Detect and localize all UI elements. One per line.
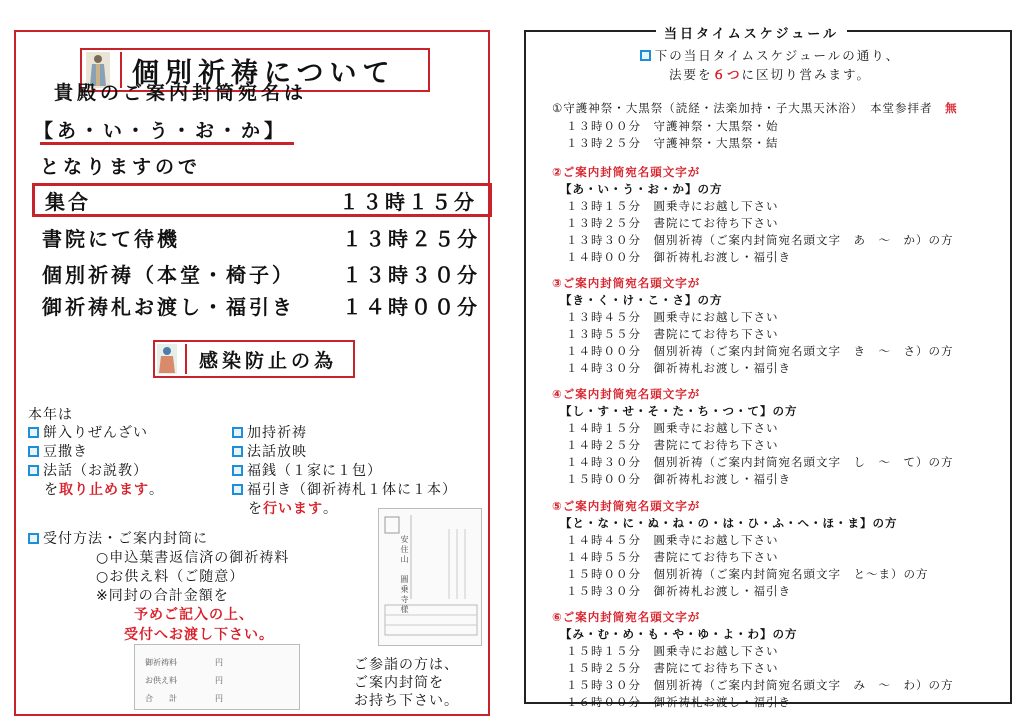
schedule-row-prayer xyxy=(32,256,492,290)
section-5-line: １４時５５分 書院にてお待ち下さい xyxy=(566,550,779,564)
section-2-line: １３時２５分 書院にてお待ち下さい xyxy=(566,216,779,230)
form-yen-1: 円 xyxy=(215,658,223,667)
reception-item-1: ○申込葉書返信済の御祈祷料 xyxy=(96,550,290,566)
schedule-time: １３時２５分 xyxy=(342,226,480,251)
perform-item-4: 福引き（御祈祷札１体に１本） xyxy=(232,479,457,499)
schedule-row-talisman xyxy=(32,288,492,322)
envelope-name-text: 安住山 圓乗寺様 xyxy=(400,535,409,615)
section-3-line: １４時３０分 御祈祷札お渡し・福引き xyxy=(566,361,791,375)
perform-item-2: 法話放映 xyxy=(232,441,307,461)
bullet-square-icon xyxy=(28,533,39,544)
section-3-group: 【き・く・け・こ・さ】の方 xyxy=(560,293,723,307)
cancel-item-1: 餅入りぜんざい xyxy=(28,422,148,442)
form-yen-2: 円 xyxy=(215,676,223,685)
section-6-line: １５時１５分 圓乗寺にお越し下さい xyxy=(566,644,779,658)
form-row-1: 御祈祷料 xyxy=(145,658,177,667)
cancel-item-2: 豆撒き xyxy=(28,441,88,461)
perform-statement: を行います。 xyxy=(248,501,338,517)
schedule-lead-1: 下の当日タイムスケジュールの通り、 xyxy=(526,46,1014,64)
bring-note-2: ご案内封筒を xyxy=(354,675,444,691)
section-1-head: ①守護神祭・大黒祭（読経・法楽加持・子大黒天沐浴） 本堂参拝者 無 xyxy=(552,101,958,115)
amount-form-image xyxy=(134,644,300,710)
reception-item-2: ○お供え料（ご随意） xyxy=(96,569,245,585)
schedule-time: １４時００分 xyxy=(342,294,480,319)
section-2-line: １３時１５分 圓乗寺にお越し下さい xyxy=(566,199,779,213)
intro-line-1: 貴殿のご案内封筒宛名は xyxy=(54,82,308,104)
bullet-square-icon xyxy=(28,465,39,476)
infection-title: 感染防止の為 xyxy=(199,349,338,372)
schedule-title: 当日タイムスケジュール xyxy=(656,23,847,42)
section-4-head: ④ご案内封筒宛名頭文字が xyxy=(552,387,701,401)
section-4-line: １４時３０分 個別祈祷（ご案内封筒宛名頭文字 し ～ て）の方 xyxy=(566,455,954,469)
intro-line-3: となりますので xyxy=(40,156,202,178)
bullet-square-icon xyxy=(232,427,243,438)
right-panel xyxy=(524,27,1012,709)
perform-item-1: 加持祈祷 xyxy=(232,422,307,442)
schedule-time: １３時１５分 xyxy=(339,189,477,214)
envelope-sample-image xyxy=(378,508,482,646)
section-2-line: １３時３０分 個別祈祷（ご案内封筒宛名頭文字 あ ～ か）の方 xyxy=(566,233,954,247)
section-5-line: １５時３０分 御祈祷札お渡し・福引き xyxy=(566,584,791,598)
section-6-group: 【み・む・め・も・や・ゆ・よ・わ】の方 xyxy=(560,627,798,641)
section-2-head: ②ご案内封筒宛名頭文字が xyxy=(552,165,701,179)
section-6-line: １５時２５分 書院にてお待ち下さい xyxy=(566,661,779,675)
schedule-label: 書院にて待機 xyxy=(42,226,180,251)
section-4-line: １４時１５分 圓乗寺にお越し下さい xyxy=(566,421,779,435)
this-year-label: 本年は xyxy=(28,407,73,423)
section-3-line: １３時５５分 書院にてお待ち下さい xyxy=(566,327,779,341)
section-6-line: １６時００分 御祈祷札お渡し・福引き xyxy=(566,695,791,709)
bullet-square-icon xyxy=(232,446,243,457)
sub-title-divider xyxy=(185,344,187,374)
bullet-square-icon xyxy=(232,465,243,476)
section-4-line: １４時２５分 書院にてお待ち下さい xyxy=(566,438,779,452)
section-5-head: ⑤ご案内封筒宛名頭文字が xyxy=(552,499,701,513)
left-panel xyxy=(14,30,490,716)
section-5-line: １４時４５分 圓乗寺にお越し下さい xyxy=(566,533,779,547)
schedule-row-wait xyxy=(32,220,492,254)
intro-line-2: 【あ・い・う・お・か】 xyxy=(34,120,288,142)
page-title: 個別祈祷について xyxy=(132,57,396,89)
section-2-group: 【あ・い・う・お・か】の方 xyxy=(560,182,723,196)
form-row-3: 合 計 xyxy=(145,694,177,703)
schedule-row-gather xyxy=(32,183,492,217)
schedule-label: 御祈祷札お渡し・福引き xyxy=(42,294,295,319)
section-3-line: １３時４５分 圓乗寺にお越し下さい xyxy=(566,310,779,324)
bullet-square-icon xyxy=(232,484,243,495)
bullet-square-icon xyxy=(640,50,651,61)
deity-small-image-icon xyxy=(157,342,179,376)
form-yen-3: 円 xyxy=(215,694,223,703)
bullet-square-icon xyxy=(28,446,39,457)
section-3-head: ③ご案内封筒宛名頭文字が xyxy=(552,276,701,290)
section-1-line: １３時００分 守護神祭・大黒祭・始 xyxy=(566,119,779,133)
section-2-line: １４時００分 御祈祷札お渡し・福引き xyxy=(566,250,791,264)
section-6-line: １５時３０分 個別祈祷（ご案内封筒宛名頭文字 み ～ わ）の方 xyxy=(566,678,954,692)
perform-item-3: 福銭（１家に１包） xyxy=(232,460,382,480)
schedule-label: 個別祈祷（本堂・椅子） xyxy=(42,262,295,287)
section-1-line: １３時２５分 守護神祭・大黒祭・結 xyxy=(566,136,779,150)
bring-note-3: お持ち下さい。 xyxy=(354,693,459,709)
schedule-time: １３時３０分 xyxy=(342,262,480,287)
reception-heading: 受付方法・ご案内封筒に xyxy=(28,528,208,548)
infection-title-box xyxy=(153,340,355,378)
section-6-head: ⑥ご案内封筒宛名頭文字が xyxy=(552,610,701,624)
section-5-line: １５時００分 個別祈祷（ご案内封筒宛名頭文字 と～ま）の方 xyxy=(566,567,929,581)
section-4-line: １５時００分 御祈祷札お渡し・福引き xyxy=(566,472,791,486)
reception-note-2: 受付へお渡し下さい。 xyxy=(124,627,274,643)
form-row-2: お供え料 xyxy=(145,676,177,685)
section-4-group: 【し・す・せ・そ・た・ち・つ・て】の方 xyxy=(560,404,798,418)
bring-note-1: ご参詣の方は、 xyxy=(354,657,459,673)
cancel-statement: を取り止めます。 xyxy=(44,482,164,498)
reception-note-1: 予めご記入の上、 xyxy=(134,607,254,623)
bullet-square-icon xyxy=(28,427,39,438)
schedule-label: 集合 xyxy=(45,189,91,214)
reception-item-3: ※同封の合計金額を xyxy=(96,588,229,604)
cancel-item-3: 法話（お説教） xyxy=(28,460,148,480)
schedule-lead-2: 法要を６つに区切り営みます。 xyxy=(668,67,872,82)
section-3-line: １４時００分 個別祈祷（ご案内封筒宛名頭文字 き ～ さ）の方 xyxy=(566,344,954,358)
section-5-group: 【と・な・に・ぬ・ね・の・は・ひ・ふ・へ・ほ・ま】の方 xyxy=(560,516,898,530)
name-underline xyxy=(40,142,294,145)
